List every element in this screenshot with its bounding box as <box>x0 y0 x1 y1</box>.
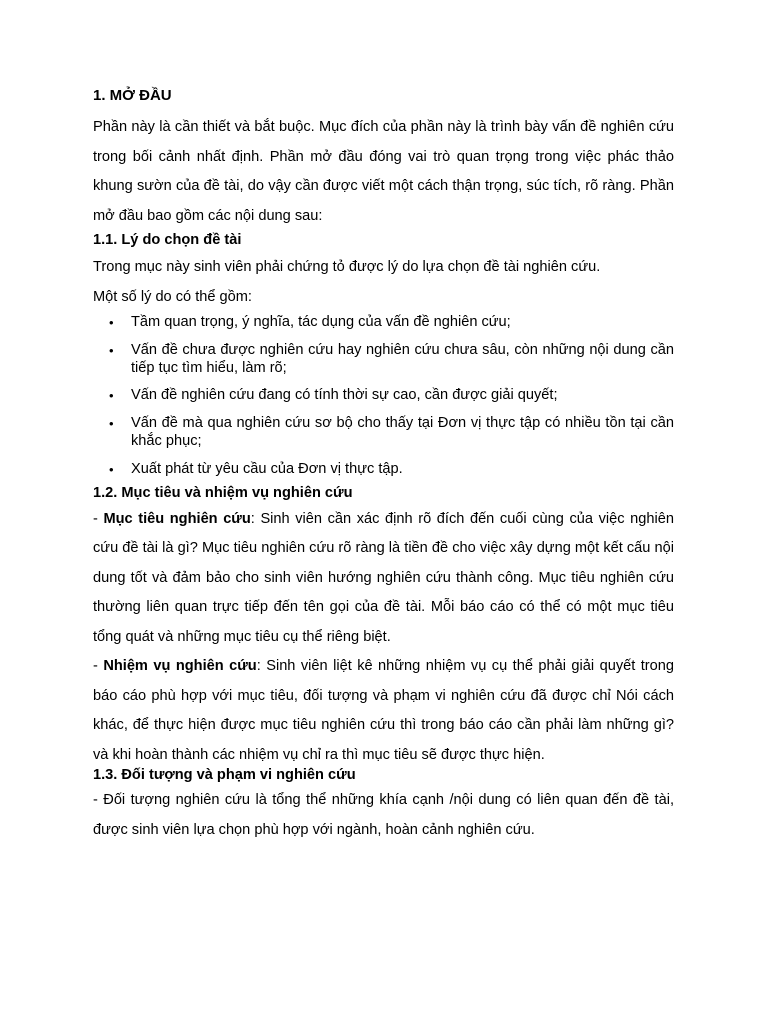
intro-paragraph: Phần này là cần thiết và bắt buộc. Mục đích của phần này là trình bày vấn đề nghiên cứu trong bối cảnh nhất định. Phần mở đầu đóng vai trò quan trọng trong việc phác thảo khung sườn của đề tài, do vậy cần được viết một cách thận trọng, súc tích, rõ ràng. Phần mở đầu bao gồm các nội dung sau: <box>93 119 674 224</box>
bullet-icon: • <box>109 461 114 477</box>
section-heading-1-3: 1.3. Đối tượng và phạm vi nghiên cứu <box>93 767 356 784</box>
section-heading-intro: 1. MỞ ĐẦU <box>93 87 172 104</box>
task-term: Nhiệm vụ nghiên cứu <box>103 658 257 675</box>
document-page <box>93 86 674 845</box>
task-paragraph: - Nhiệm vụ nghiên cứu: Sinh viên liệt kê những nhiệm vụ cụ thể phải giải quyết trong báo cáo phù hợp với mục tiêu, đối tượng và phạm vi nghiên cứu đã được chỉ Nói cách khác, để thực hiện được mục tiêu nghiên cứu thì trong báo cáo cần phải làm những gì? và khi hoàn thành các nhiệm vụ chỉ ra thì mục tiêu sẽ được thực hiện. <box>93 658 674 763</box>
list-item: • Vấn đề chưa được nghiên cứu hay nghiên cứu chưa sâu, còn những nội dung cần tiếp tục tìm hiểu, làm rõ; <box>109 341 674 376</box>
reason-lead: Một số lý do có thể gồm: <box>93 289 252 305</box>
list-item: • Xuất phát từ yêu cầu của Đơn vị thực tập. <box>109 460 403 477</box>
list-item: • Vấn đề nghiên cứu đang có tính thời sự cao, cần được giải quyết; <box>109 387 558 404</box>
reason-paragraph: Trong mục này sinh viên phải chứng tỏ được lý do lựa chọn đề tài nghiên cứu. <box>93 259 601 275</box>
bullet-icon: • <box>109 388 114 404</box>
reason-list <box>93 314 674 479</box>
bullet-icon: • <box>109 416 114 432</box>
list-item: • Tầm quan trọng, ý nghĩa, tác dụng của vấn đề nghiên cứu; <box>109 314 511 330</box>
bullet-icon: • <box>109 342 114 358</box>
scope-paragraph: - Đối tượng nghiên cứu là tổng thể những khía cạnh /nội dung có liên quan đến đề tài, được sinh viên lựa chọn phù hợp với ngành, hoàn cảnh nghiên cứu. <box>93 792 674 838</box>
section-heading-1-2: 1.2. Mục tiêu và nhiệm vụ nghiên cứu <box>93 484 353 501</box>
bullet-icon: • <box>109 315 114 330</box>
goal-term: Mục tiêu nghiên cứu <box>103 510 251 527</box>
section-heading-1-1: 1.1. Lý do chọn đề tài <box>93 232 242 248</box>
goal-paragraph: - Mục tiêu nghiên cứu: Sinh viên cần xác định rõ đích đến cuối cùng của việc nghiên cứu đề tài là gì? Mục tiêu nghiên cứu rõ ràng là tiền đề cho việc xây dựng một kết cấu nội dung tốt và đảm bảo cho sinh viên hướng nghiên cứu thành công. Mục tiêu nghiên cứu thường liên quan trực tiếp đến tên gọi của đề tài. Mỗi báo cáo có thể có một mục tiêu tổng quát và những mục tiêu cụ thể riêng biệt. <box>93 510 674 645</box>
list-item: • Vấn đề mà qua nghiên cứu sơ bộ cho thấy tại Đơn vị thực tập có nhiều tồn tại cần khắc phục; <box>109 415 674 449</box>
